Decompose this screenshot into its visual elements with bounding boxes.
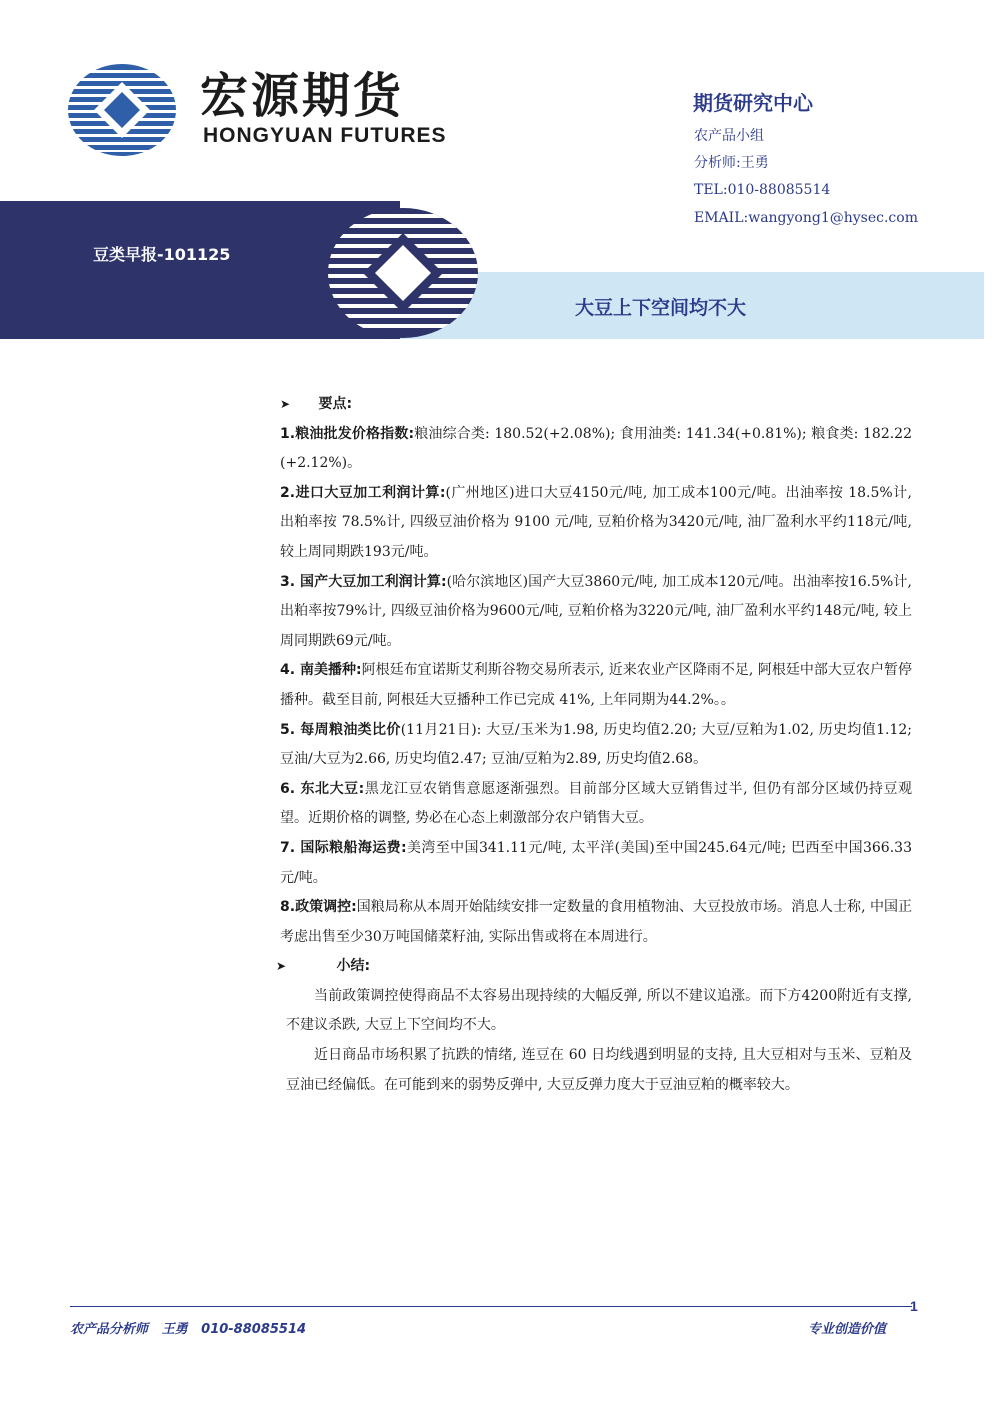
keypoints-heading: 要点: — [318, 396, 353, 412]
point-title: 2.进口大豆加工利润计算: — [280, 484, 446, 501]
keypoints-heading-row — [280, 390, 912, 420]
point-item — [280, 420, 912, 479]
point-title: 8.政策调控: — [280, 899, 357, 916]
point-text: (11月21日): 大豆/玉米为1.98, 历史均值2.20; 大豆/豆粕为1.02, 历史均值1.12; 豆油/大豆为2.66, 历史均值2.47; 豆油/豆粕为2.89, 历史均值2.68。 — [280, 721, 912, 768]
point-title: 7. 国际粮船海运费: — [280, 839, 407, 856]
point-item — [280, 568, 912, 657]
banner-logo-icon — [328, 208, 478, 338]
contact-group: 农产品小组 — [694, 128, 764, 144]
point-title: 6. 东北大豆: — [280, 780, 365, 797]
point-text: 黑龙江豆农销售意愿逐渐强烈。目前部分区域大豆销售过半, 但仍有部分区域仍持豆观望。近期价格的调整, 势必在心态上刺激部分农户销售大豆。 — [280, 780, 912, 827]
point-item — [280, 893, 912, 952]
footer-divider — [70, 1306, 912, 1307]
point-title: 3. 国产大豆加工利润计算: — [280, 573, 447, 590]
hongyuan-logo-icon — [68, 64, 176, 156]
footer-slogan: 专业创造价值 — [808, 1322, 887, 1337]
summary-paragraph: 近日商品市场积累了抗跌的情绪, 连豆在 60 日均线遇到明显的支持, 且大豆相对与玉米、豆粕及豆油已经偏低。在可能到来的弱势反弹中, 大豆反弹力度大于豆油豆粕的概率较大。 — [286, 1047, 912, 1093]
point-item — [280, 834, 912, 893]
contact-tel: TEL:010-88085514 — [694, 182, 831, 198]
summary-paragraph: 当前政策调控使得商品不太容易出现持续的大幅反弹, 所以不建议追涨。而下方4200附近有支撑, 不建议杀跌, 大豆上下空间均不大。 — [286, 987, 912, 1034]
arrow-bullet-icon: ➤ — [276, 959, 287, 974]
logo-english-text: HONGYUAN FUTURES — [203, 124, 447, 147]
report-label: 豆类早报-101125 — [93, 245, 231, 264]
page-number: 1 — [910, 1298, 918, 1314]
point-text: 国粮局称从本周开始陆续安排一定数量的食用植物油、大豆投放市场。消息人士称, 中国正考虑出售至少30万吨国储菜籽油, 实际出售或将在本周进行。 — [280, 899, 912, 945]
point-title: 5. 每周粮油类比价 — [280, 721, 401, 738]
point-text: (哈尔滨地区)国产大豆3860元/吨, 加工成本120元/吨。出油率按16.5%计, 出粕率按79%计, 四级豆油价格为9600元/吨, 豆粕价格为3220元/吨, 油厂盈利水平约148元/吨, 较上周同期跌69元/吨。 — [280, 573, 912, 649]
point-text: 阿根廷布宜诺斯艾利斯谷物交易所表示, 近来农业产区降雨不足, 阿根廷中部大豆农户暂停播种。截至目前, 阿根廷大豆播种工作已完成 41%, 上年同期为44.2%。。 — [280, 662, 912, 708]
footer-analyst-info: 农产品分析师 王勇 010-88085514 — [70, 1322, 307, 1337]
point-item — [280, 479, 912, 568]
contact-email: EMAIL:wangyong1@hysec.com — [694, 210, 918, 226]
logo-chinese-text: 宏源期货 — [200, 68, 405, 124]
point-text: (广州地区)进口大豆4150元/吨, 加工成本100元/吨。出油率按 18.5%计, 出粕率按 78.5%计, 四级豆油价格为 9100 元/吨, 豆粕价格为3420元/吨, 油厂盈利水平约118元/吨, 较上周同期跌193元/吨。 — [280, 484, 912, 560]
summary-heading: 小结: — [336, 958, 371, 975]
arrow-bullet-icon: ➤ — [280, 397, 291, 411]
point-text: 美湾至中国341.11元/吨, 太平洋(美国)至中国245.64元/吨; 巴西至中国366.33元/吨。 — [280, 839, 912, 886]
point-item — [280, 716, 912, 775]
point-title: 1.粮油批发价格指数: — [280, 425, 415, 442]
report-title: 大豆上下空间均不大 — [575, 297, 747, 319]
point-title: 4. 南美播种: — [280, 662, 362, 679]
contact-analyst: 分析师:王勇 — [694, 155, 769, 171]
research-center-title: 期货研究中心 — [693, 91, 813, 115]
point-item — [280, 775, 912, 834]
report-body — [276, 390, 912, 1100]
point-text: 粮油综合类: 180.52(+2.08%); 食用油类: 141.34(+0.81%); 粮食类: 182.22 (+2.12%)。 — [280, 425, 912, 472]
point-item — [280, 656, 912, 715]
summary-heading-row — [276, 952, 912, 982]
